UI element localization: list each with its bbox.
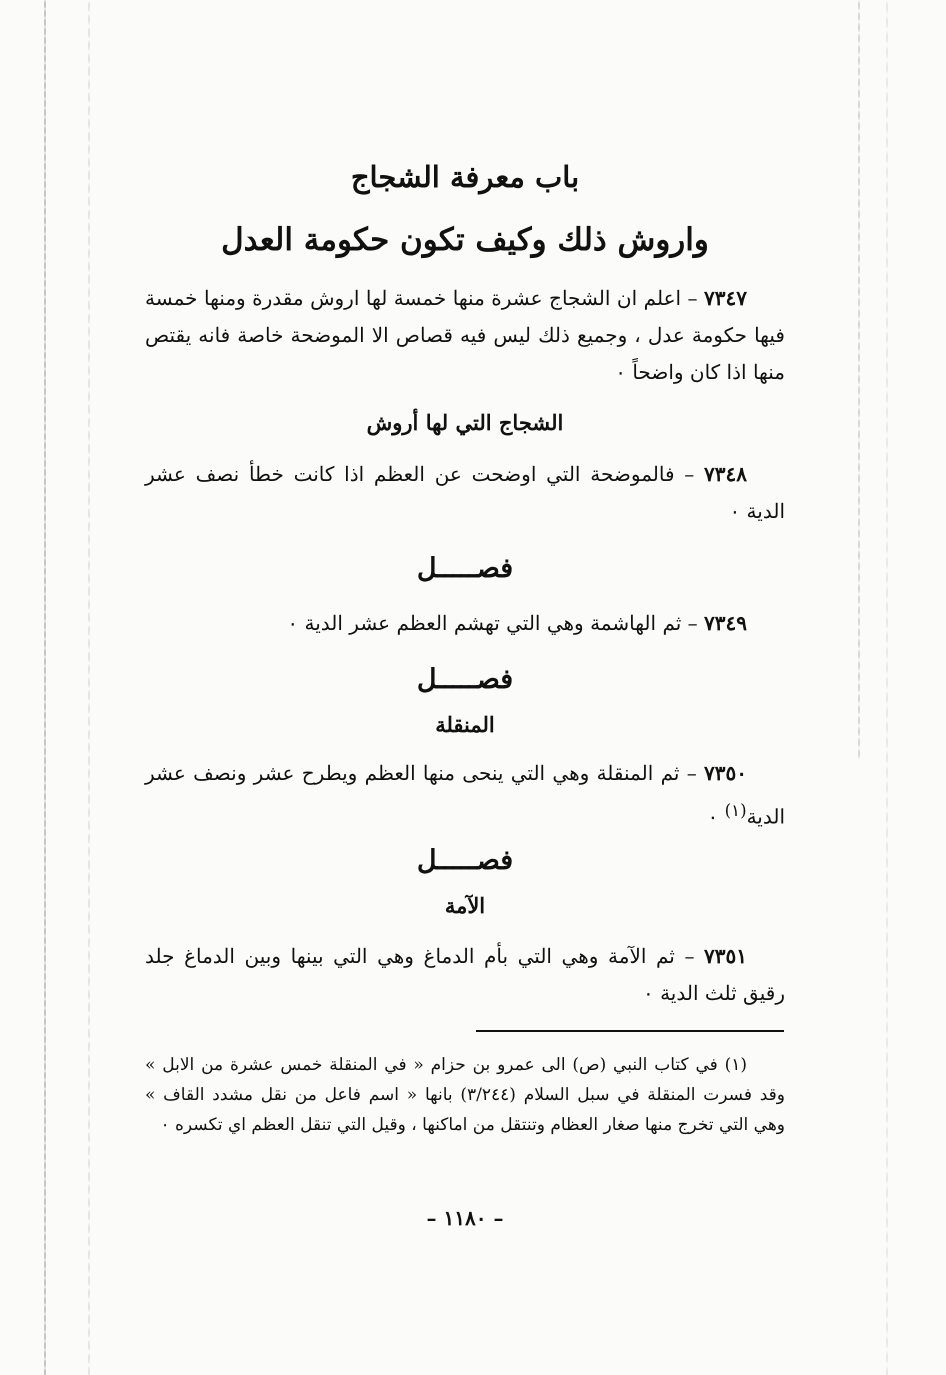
footnote [145,1050,785,1140]
paragraph-number: ٧٣٤٩ [704,611,747,635]
chapter-subtitle: واروش ذلك وكيف تكون حكومة العدل [221,222,709,258]
section-heading: الشجاج التي لها أروش [366,410,564,435]
paragraph-text: – ثم الهاشمة وهي التي تهشم العظم عشر الدية ٠ [287,611,705,635]
paragraph-number: ٧٣٤٧ [704,286,747,310]
paragraph-number: ٧٣٥١ [704,944,747,968]
paragraph-7347 [145,280,785,391]
paragraph-text: – ثم المنقلة وهي التي ينحى منها العظم ويطرح عشر ونصف عشر الدية [145,761,785,829]
fasl-heading: فصـــــل [416,845,514,876]
scan-dotted-margin [88,0,90,1375]
scan-dotted-margin [44,0,46,1375]
chapter-title: باب معرفة الشجاج [350,160,580,194]
section-heading: المنقلة [435,712,495,737]
fasl-heading: فصـــــل [416,553,514,584]
page-number: – ١١٨٠ – [426,1206,504,1230]
section-heading: الآمة [444,893,486,918]
footnote-marker: (١) [724,801,747,820]
fasl-heading: فصـــــل [416,664,514,695]
scan-dotted-margin [886,0,888,1375]
paragraph-number: ٧٣٥٠ [704,761,747,785]
paragraph-text: – فالموضحة التي اوضحت عن العظم اذا كانت خطأ نصف عشر الدية ٠ [145,462,785,523]
paragraph-end: ٠ [707,804,725,829]
paragraph-7348 [145,456,785,530]
scan-dotted-margin [858,0,860,760]
footnote-rule [476,1030,784,1032]
paragraph-text: – اعلم ان الشجاج عشرة منها خمسة لها اروش مقدرة ومنها خمسة فيها حكومة عدل ، وجميع ذلك ليس فيه قصاص الا الموضحة خاصة فانه يقتص منها اذا كان واضحاً ٠ [145,286,785,384]
paragraph-7349 [145,605,785,642]
paragraph-7350 [145,755,785,836]
paragraph-text: – ثم الآمة وهي التي بأم الدماغ وهي التي بينها وبين الدماغ جلد رقيق ثلث الدية ٠ [145,944,785,1005]
footnote-text: (١) في كتاب النبي (ص) الى عمرو بن حزام « في المنقلة خمس عشرة من الابل » وقد فسرت المنقلة في سبل السلام (٣/٢٤٤) بانها « اسم فاعل من نقل مشدد القاف » وهي التي تخرج منها صغار العظام وتنتقل من اماكنها ، وقيل التي تنقل العظم اي تكسره ٠ [145,1055,785,1135]
paragraph-7351 [145,938,785,1012]
paragraph-number: ٧٣٤٨ [704,462,747,486]
